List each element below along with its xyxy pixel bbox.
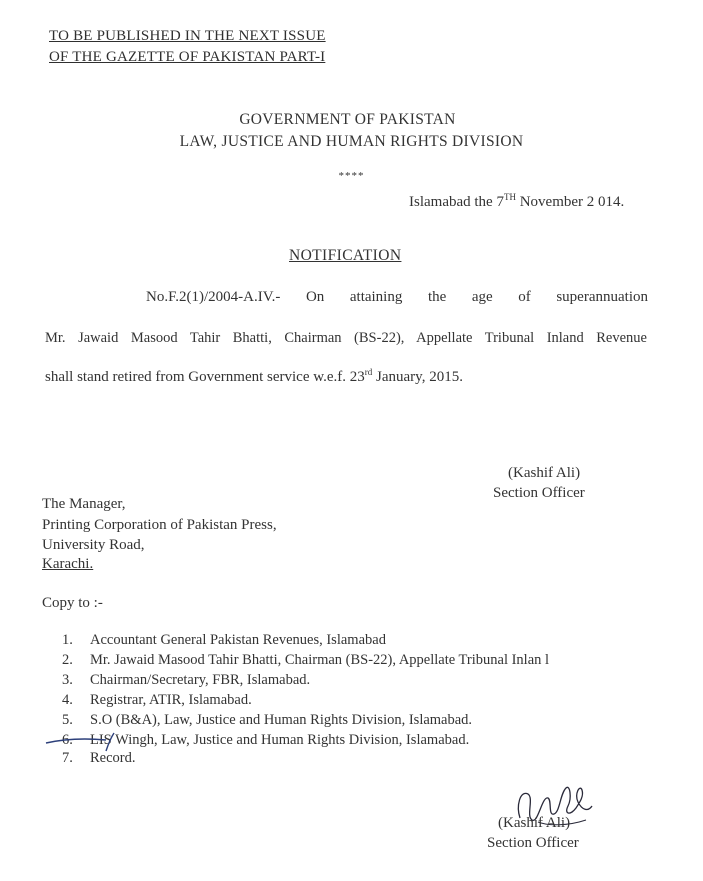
copy-to-label: Copy to :- xyxy=(42,595,103,611)
division-title: LAW, JUSTICE AND HUMAN RIGHTS DIVISION xyxy=(179,133,524,150)
notification-line3 xyxy=(45,367,463,386)
list-item-number: 2. xyxy=(62,652,73,668)
date-rest: November 2 014. xyxy=(519,194,625,210)
signatory-bottom-name: (Kashif Ali) xyxy=(498,815,571,831)
government-title: GOVERNMENT OF PAKISTAN xyxy=(239,111,456,128)
gazette-header-line1: TO BE PUBLISHED IN THE NEXT ISSUE xyxy=(49,28,326,44)
date-suffix: TH xyxy=(503,192,516,202)
list-item-number: 1. xyxy=(62,632,73,648)
notification-title: NOTIFICATION xyxy=(289,247,402,264)
signatory-top-title: Section Officer xyxy=(493,485,585,501)
list-item xyxy=(62,672,310,689)
addressee-line3: University Road, xyxy=(42,537,145,553)
date-line xyxy=(409,192,624,211)
list-item xyxy=(62,712,472,729)
date-day: 7 xyxy=(496,194,504,210)
date-prefix: Islamabad the xyxy=(409,194,493,210)
list-item xyxy=(62,652,549,669)
list-item-text: Mr. Jawaid Masood Tahir Bhatti, Chairman (BS-22), Appellate Tribunal Inlan l xyxy=(90,652,550,668)
pen-strike-mark xyxy=(44,729,124,753)
separator-stars: **** xyxy=(338,170,365,182)
addressee-line1: The Manager, xyxy=(42,496,126,512)
retire-date: January, 2015. xyxy=(376,369,463,385)
addressee-line2: Printing Corporation of Pakistan Press, xyxy=(42,517,277,533)
notification-line2: Mr. Jawaid Masood Tahir Bhatti, Chairman (BS-22), Appellate Tribunal Inland Revenue xyxy=(45,330,647,346)
list-item-text: Accountant General Pakistan Revenues, Islamabad xyxy=(90,632,386,648)
list-item xyxy=(62,692,252,709)
list-item-number: 4. xyxy=(62,692,73,708)
signatory-bottom-title: Section Officer xyxy=(487,835,579,851)
list-item-text: Registrar, ATIR, Islamabad. xyxy=(90,692,252,708)
retire-sup: rd xyxy=(364,367,373,377)
list-item xyxy=(62,632,386,649)
list-item-text: Record. xyxy=(90,750,136,766)
list-item-number: 6. xyxy=(62,732,73,748)
list-item-number: 3. xyxy=(62,672,73,688)
list-item-text: S.O (B&A), Law, Justice and Human Rights Division, Islamabad. xyxy=(90,712,473,728)
list-item-text: Chairman/Secretary, FBR, Islamabad. xyxy=(90,672,311,688)
retire-text: shall stand retired from Government service w.e.f. 23 xyxy=(45,369,365,385)
gazette-header-line2: OF THE GAZETTE OF PAKISTAN PART-I xyxy=(49,49,326,65)
addressee-line4: Karachi. xyxy=(42,556,94,572)
signatory-top-name: (Kashif Ali) xyxy=(508,465,581,481)
list-item-text: LIS Wingh, Law, Justice and Human Rights Division, Islamabad. xyxy=(90,732,470,748)
notification-line1: No.F.2(1)/2004-A.IV.- On attaining the age of superannuation xyxy=(146,289,648,305)
list-item-number: 5. xyxy=(62,712,73,728)
list-item-number: 7. xyxy=(62,750,73,766)
